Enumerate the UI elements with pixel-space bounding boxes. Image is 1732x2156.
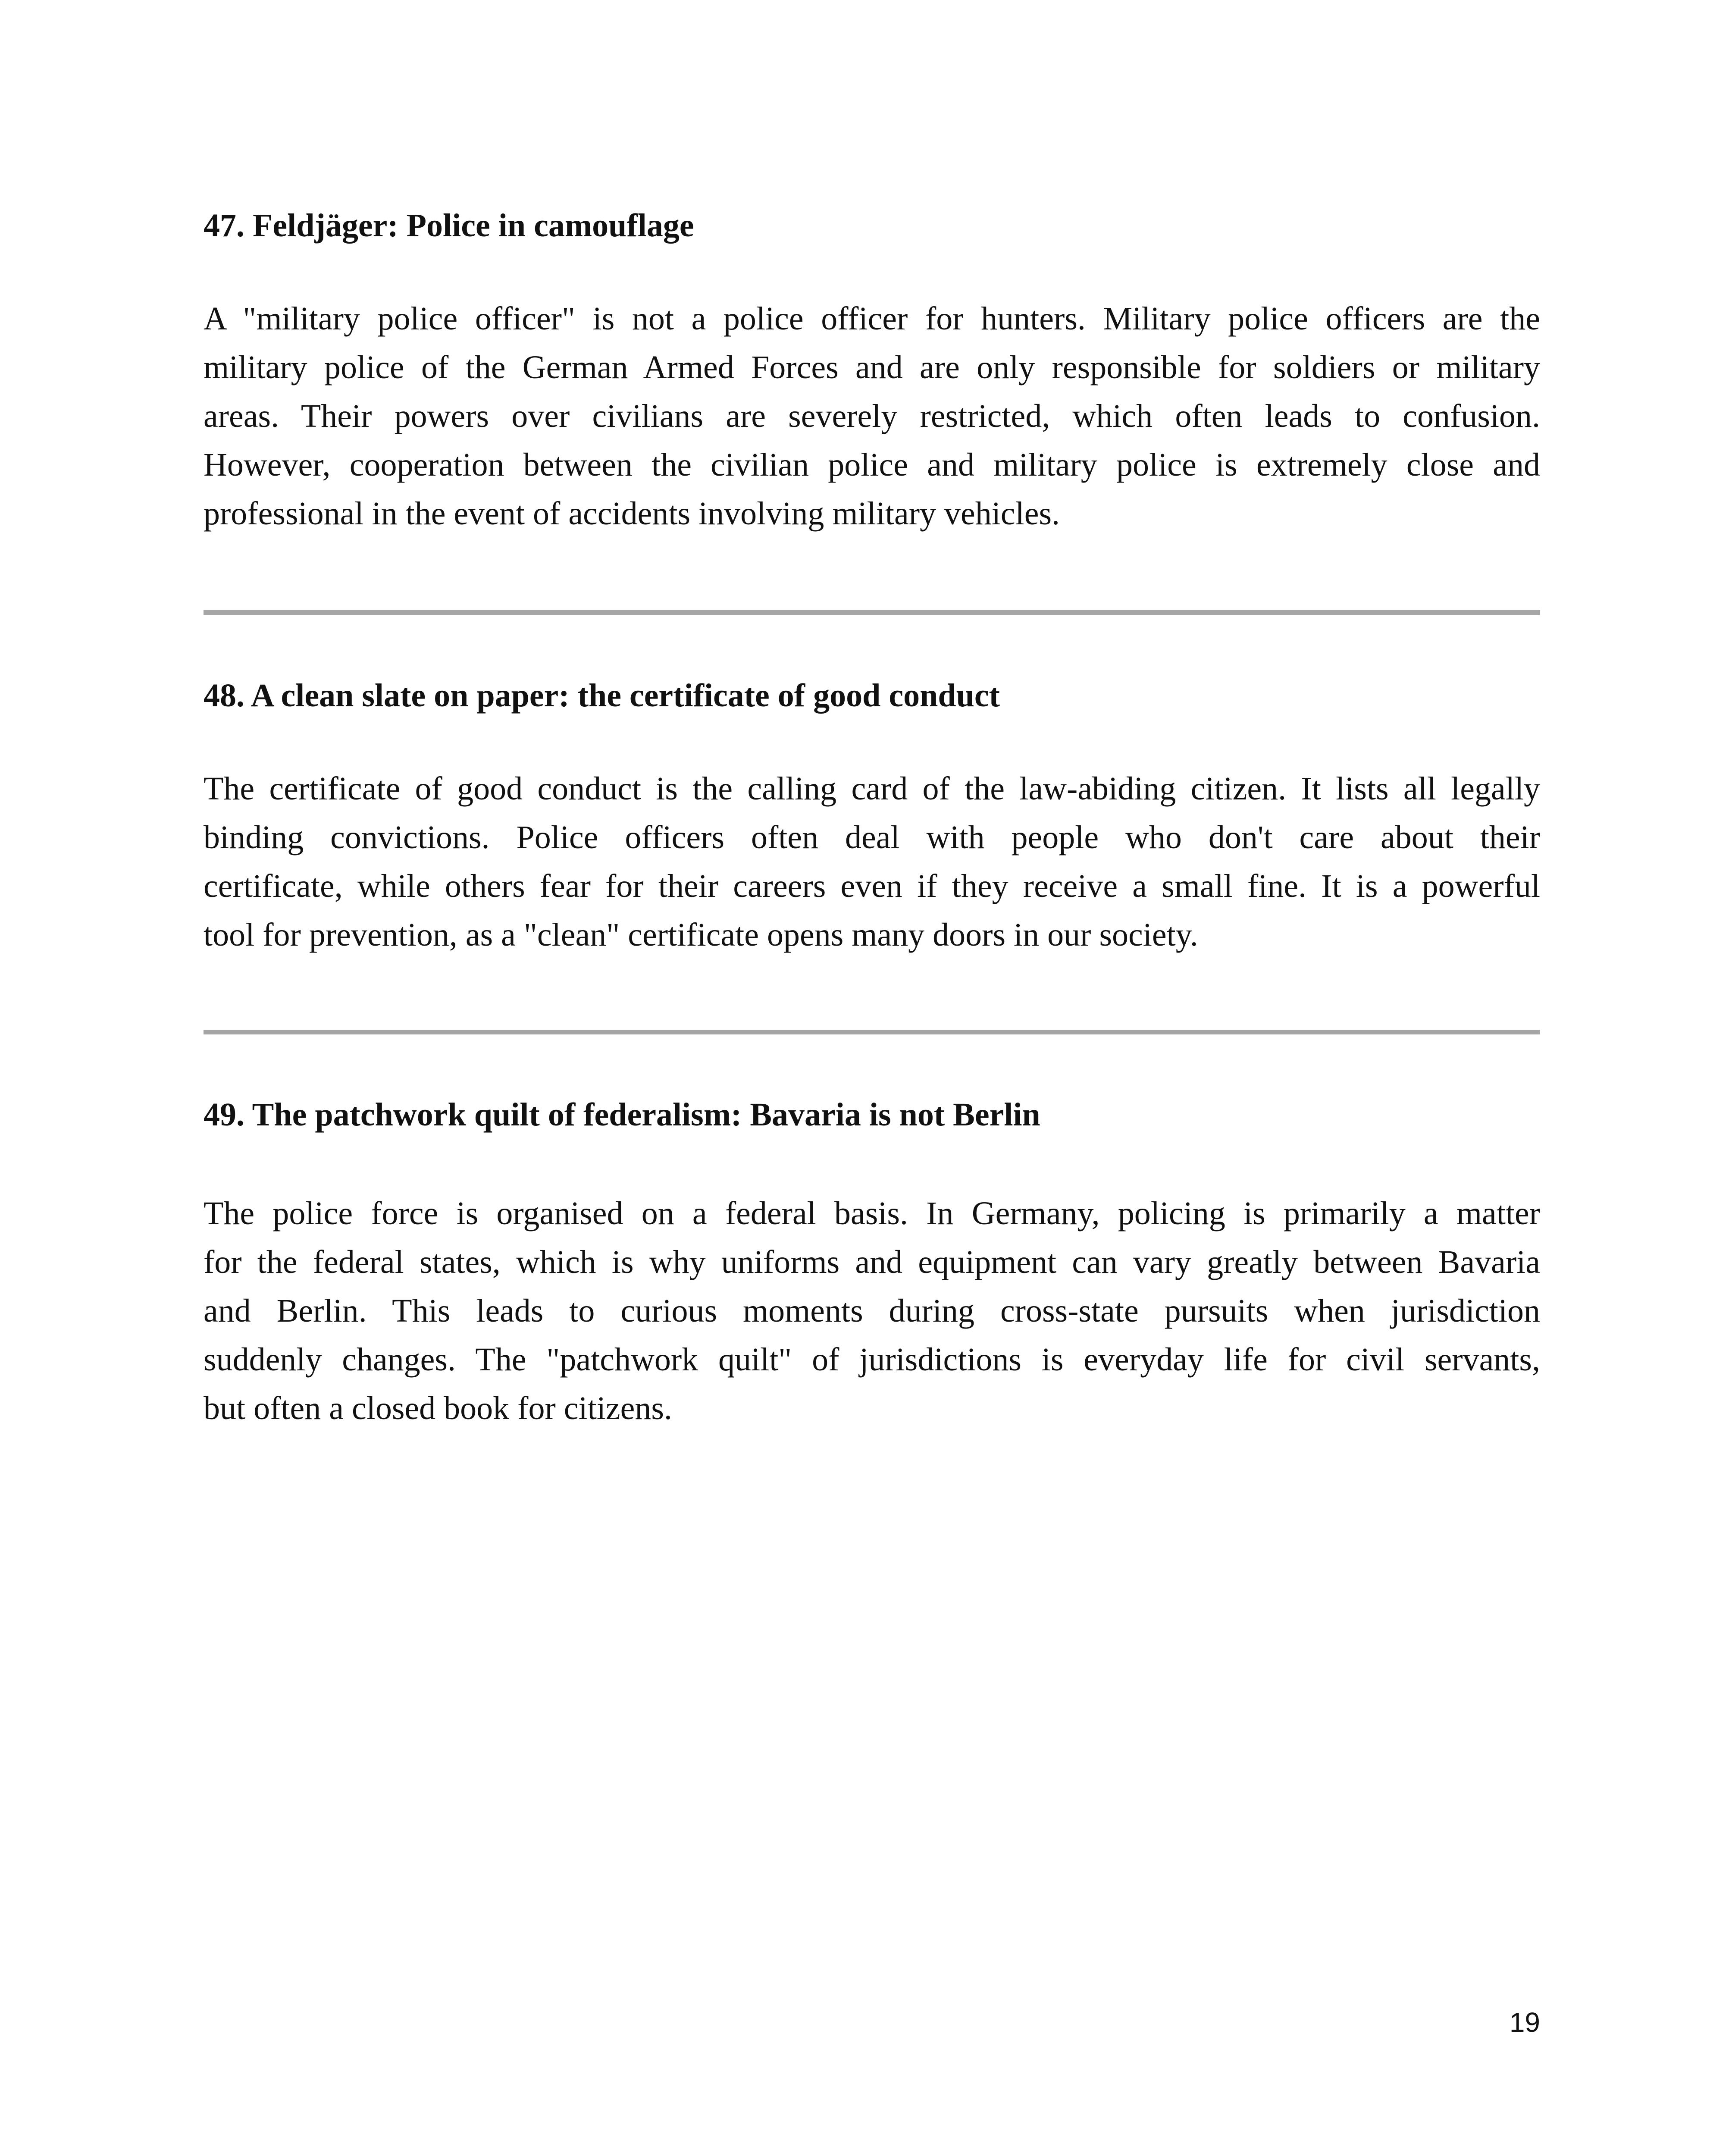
paragraph-line: certificate, while others fear for their careers even if they receive a small fine. It is a powerful	[204, 868, 1540, 904]
paragraph-line: The police force is organised on a federal basis. In Germany, policing is primarily a matter	[204, 1195, 1540, 1232]
paragraph-line: military police of the German Armed Forces and are only responsible for soldiers or military	[204, 349, 1540, 385]
paragraph-line: However, cooperation between the civilian police and military police is extremely close and	[204, 447, 1540, 483]
section-48	[204, 676, 1540, 953]
paragraph-line: A "military police officer" is not a police officer for hunters. Military police officers are the	[204, 301, 1540, 337]
section-paragraph	[204, 765, 1540, 959]
paragraph-line: tool for prevention, as a "clean" certificate opens many doors in our society.	[204, 917, 1198, 953]
section-divider	[204, 1030, 1540, 1034]
paragraph-line: The certificate of good conduct is the calling card of the law-abiding citizen. It lists all legally	[204, 771, 1540, 807]
paragraph-line: suddenly changes. The "patchwork quilt" of jurisdictions is everyday life for civil servants,	[204, 1341, 1540, 1378]
paragraph-line: and Berlin. This leads to curious moments during cross-state pursuits when jurisdiction	[204, 1293, 1540, 1329]
section-divider	[204, 610, 1540, 615]
paragraph-line: binding convictions. Police officers often deal with people who don't care about their	[204, 819, 1540, 856]
section-49	[204, 1095, 1540, 1426]
section-47	[204, 206, 1540, 532]
paragraph-line: for the federal states, which is why uniforms and equipment can vary greatly between Bavaria	[204, 1244, 1540, 1280]
paragraph-line: but often a closed book for citizens.	[204, 1390, 672, 1426]
section-heading: 47. Feldjäger: Police in camouflage	[204, 207, 694, 244]
section-heading: 48. A clean slate on paper: the certificate of good conduct	[204, 677, 1000, 714]
page-number: 19	[1509, 2007, 1540, 2038]
paragraph-line: areas. Their powers over civilians are severely restricted, which often leads to confusion.	[204, 398, 1540, 434]
section-paragraph	[204, 1189, 1540, 1433]
paragraph-line: professional in the event of accidents involving military vehicles.	[204, 495, 1060, 532]
section-paragraph	[204, 295, 1540, 538]
section-heading: 49. The patchwork quilt of federalism: Bavaria is not Berlin	[204, 1097, 1040, 1133]
